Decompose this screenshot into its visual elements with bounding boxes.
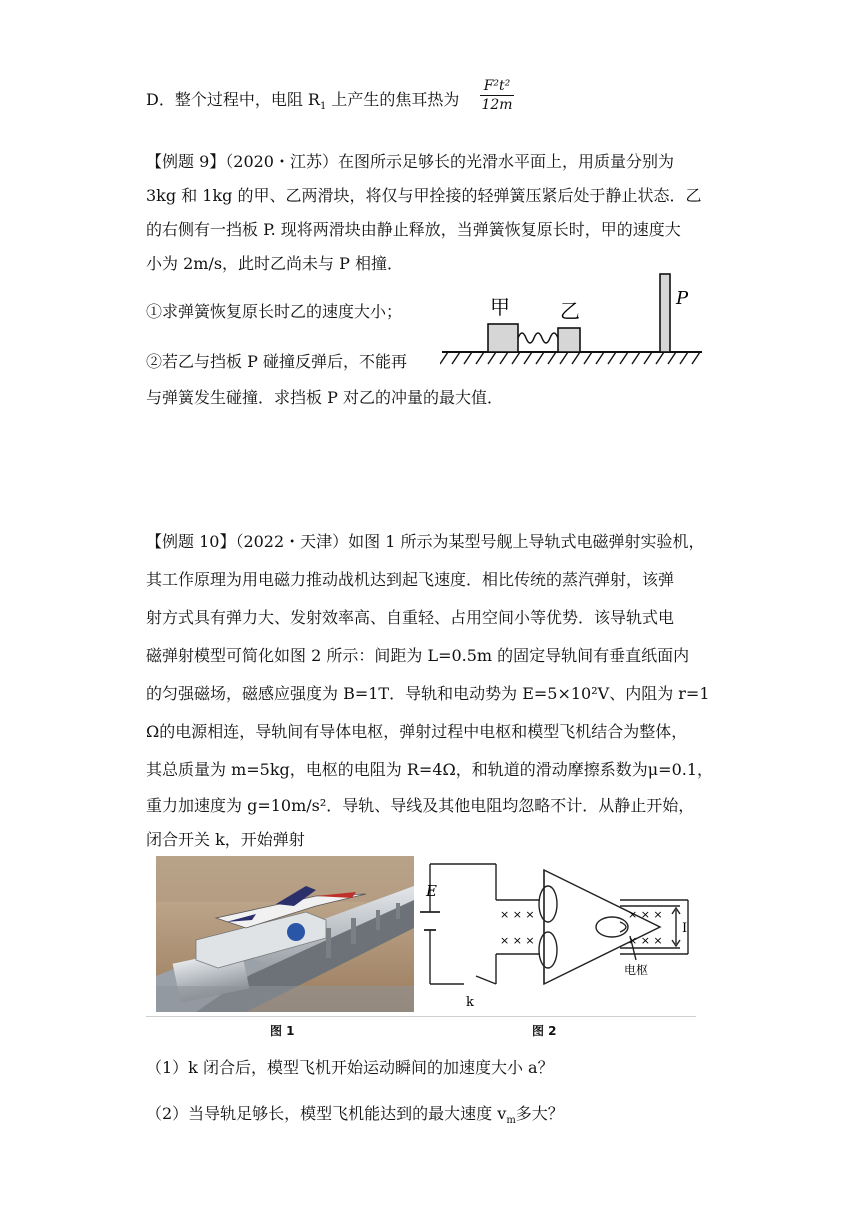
ex9-q2: ②若乙与挡板 P 碰撞反弹后，不能再 xyxy=(146,352,407,371)
ex10-line-2: 其工作原理为用电磁力推动战机达到起飞速度．相比传统的蒸汽弹射，该弹 xyxy=(146,570,675,589)
ex10-q2-post: 多大？ xyxy=(515,1104,564,1123)
fig1-caption: 图 1 xyxy=(270,1024,295,1038)
ex10-line-6: Ω的电源相连，导轨间有导体电枢，弹射过程中电枢和模型飞机结合为整体， xyxy=(146,722,688,741)
ex9-line-3: 的右侧有一挡板 P. 现将两滑块由静止释放，当弹簧恢复原长时，甲的速度大 xyxy=(146,220,681,239)
ex9-line-1: 【例题 9】（2020・江苏）在图所示足够长的光滑水平面上，用质量分别为 xyxy=(146,152,674,171)
ex10-q2 xyxy=(146,1104,564,1131)
option-d-line xyxy=(146,90,459,117)
ground-hatching xyxy=(440,352,700,364)
field-cross-row-4: × × × xyxy=(628,934,663,947)
option-d-rest: 上产生的焦耳热为 xyxy=(326,90,460,109)
ex9-line-4: 小为 2m/s，此时乙尚未与 P 相撞． xyxy=(146,254,403,273)
option-d-text: D．整个过程中，电阻 R xyxy=(146,90,320,109)
spring-blocks-diagram xyxy=(440,268,710,368)
field-cross-row-3: × × × xyxy=(628,908,663,921)
ex10-line-7: 其总质量为 m=5kg，电枢的电阻为 R=4Ω，和轨道的滑动摩擦系数为μ=0.1， xyxy=(146,760,714,779)
ex10-line-8: 重力加速度为 g=10m/s²．导轨、导线及其他电阻均忽略不计．从静止开始， xyxy=(146,796,695,815)
ex10-line-1: 【例题 10】（2022・天津）如图 1 所示为某型号舰上导轨式电磁弹射实验机， xyxy=(146,532,705,551)
figure-1-photo xyxy=(156,856,414,1012)
option-d-sub: 1 xyxy=(319,101,327,113)
ex10-line-5: 的匀强磁场，磁感应强度为 B=1T．导轨和电动势为 E=5×10²V、内阻为 r=1 xyxy=(146,684,710,703)
block-jia xyxy=(488,324,518,352)
ex9-q1: ①求弹簧恢复原长时乙的速度大小； xyxy=(146,302,403,321)
ex9-line-2: 3kg 和 1kg 的甲、乙两滑块，将仅与甲拴接的轻弹簧压紧后处于静止状态．乙 xyxy=(146,186,702,205)
fraction-numerator: F²t² xyxy=(480,78,514,96)
fig2-label-armature: 电枢 xyxy=(624,963,649,977)
field-cross-row-2: × × × xyxy=(500,934,535,947)
barrier-p xyxy=(660,274,670,352)
fig2-label-e: E xyxy=(426,882,437,900)
ex10-line-3: 射方式具有弹力大、发射效率高、自重轻、占用空间小等优势．该导轨式电 xyxy=(146,608,675,627)
field-cross-row-1: × × × xyxy=(500,908,535,921)
label-p: P xyxy=(676,288,689,309)
figure-separator xyxy=(146,1016,696,1017)
figure-2-schematic xyxy=(420,856,694,1016)
fig2-label-k: k xyxy=(466,995,474,1010)
spring xyxy=(518,333,558,343)
label-jia: 甲 xyxy=(490,295,510,319)
fraction-denominator: 12m xyxy=(481,97,513,113)
block-yi xyxy=(558,328,580,352)
fig2-caption: 图 2 xyxy=(532,1024,557,1038)
label-yi: 乙 xyxy=(560,299,580,323)
ex10-q1: （1）k 闭合后，模型飞机开始运动瞬间的加速度大小 a？ xyxy=(146,1058,554,1077)
ex9-q2-cont: 与弹簧发生碰撞．求挡板 P 对乙的冲量的最大值． xyxy=(146,388,503,407)
ex10-q2-sub: m xyxy=(506,1115,516,1127)
ex10-q2-text: （2）当导轨足够长，模型飞机能达到的最大速度 v xyxy=(146,1104,507,1123)
joule-heat-fraction xyxy=(480,78,514,113)
ex10-line-9: 闭合开关 k，开始弹射 xyxy=(146,830,305,849)
fig2-label-i: I xyxy=(682,921,688,936)
ex10-line-4: 磁弹射模型可简化如图 2 所示：间距为 L=0.5m 的固定导轨间有垂直纸面内 xyxy=(146,646,690,665)
